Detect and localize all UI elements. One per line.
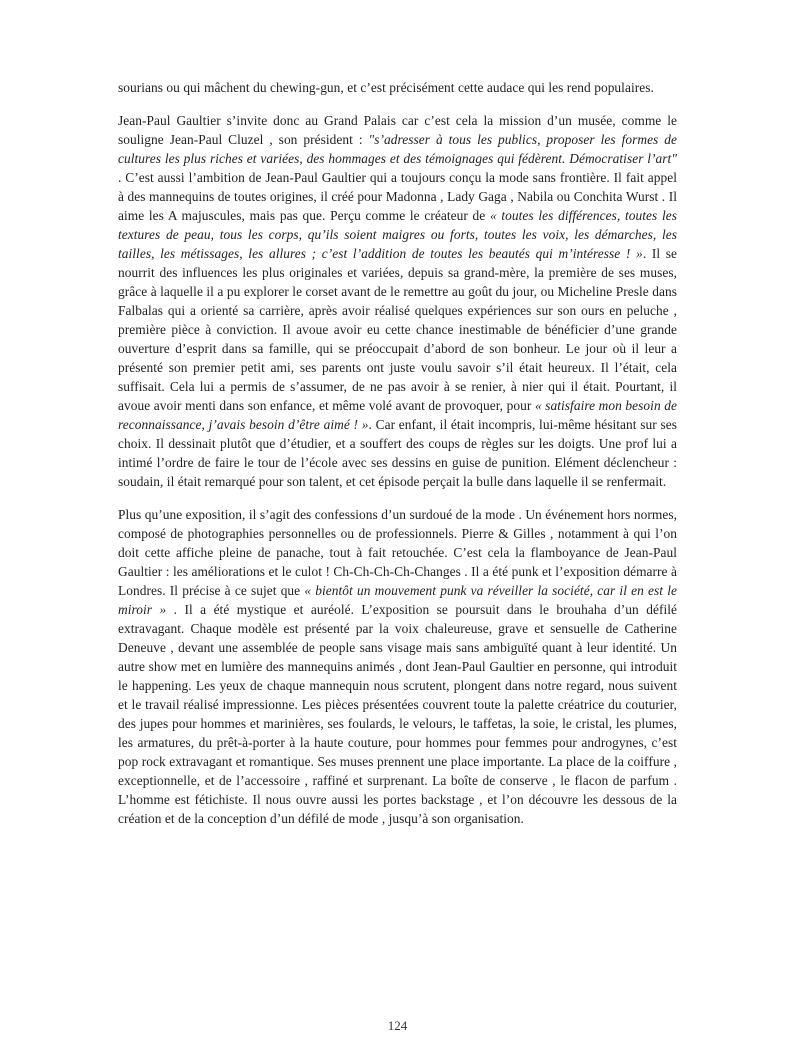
- paragraph-2-quote-cluzel: "s’adresser à tous les publics, proposer les formes de cultures les plus riches et variées, des hommages et des témoignages qui fédèrent. Démocratiser l’art": [118, 132, 677, 166]
- paragraph-2: [118, 111, 677, 491]
- document-page: [118, 78, 677, 842]
- paragraph-3-quote-punk: « bientôt un mouvement punk va réveiller la société, car il en est le miroir »: [118, 583, 677, 617]
- paragraph-2-text-c: . Il se nourrit des influences les plus originales et variées, depuis sa grand-mère, la première de ses muses, grâce à laquelle il a pu explorer le corset avant de le remettre au goût du jour, ou Micheline Presle dans Falbalas qui a orienté sa carrière, après avoir réalisé quelques expériences sur son ours en peluche , première pièce à conviction. Il avoue avoir eu cette chance inestimable de bénéficier d’une grande ouverture d’esprit dans sa famille, qui se préoccupait d’abord de son bonheur. Le jour où il leur a présenté son premier petit ami, ses parents ont juste voulu savoir s’il était heureux. Il l’était, cela suffisait. Cela lui a permis de s’assumer, de ne pas avoir à se renier, à nier qui il était. Pourtant, il avoue avoir menti dans son enfance, et même volé avant de provoquer, pour: [118, 246, 677, 413]
- paragraph-2-quote-reconnaissance: « satisfaire mon besoin de reconnaissance, j’avais besoin d’être aimé ! »: [118, 398, 677, 432]
- paragraph-3-text-a: Plus qu’une exposition, il s’agit des confessions d’un surdoué de la mode . Un événement hors normes, composé de photographies personnelles ou de professionnels. Pierre & Gilles , notamment à qui l’on doit cette affiche pleine de panache, tout à fait retouchée. C’est cela la flamboyance de Jean-Paul Gaultier : les améliorations et le culot ! Ch-Ch-Ch-Ch-Changes . Il a été punk et l’exposition démarre à Londres. Il précise à ce sujet que: [118, 507, 677, 598]
- paragraph-2-quote-differences: « toutes les différences, toutes les textures de peau, tous les corps, qu’ils soient maigres ou forts, toutes les voix, les démarches, les tailles, les métissages, les allures ; c’est l’addition de toutes les beautés qui m’intéresse ! »: [118, 208, 677, 261]
- page-number: 124: [387, 1018, 408, 1033]
- paragraph-2-text-b: . C’est aussi l’ambition de Jean-Paul Gaultier qui a toujours conçu la mode sans frontière. Il fait appel à des mannequins de toutes origines, il créé pour Madonna , Lady Gaga , Nabila ou Conchita Wurst . Il aime les A majuscules, mais pas que. Perçu comme le créateur de: [118, 170, 677, 223]
- paragraph-2-text-d: . Car enfant, il était incompris, lui-même hésitant sur ses choix. Il dessinait plutôt que d’étudier, et a souffert des coups de règles sur les doigts. Une prof lui a intimé l’ordre de faire le tour de l’école avec ses dessins en guise de punition. Elément déclencheur : soudain, il était remarqué pour son talent, et cet épisode perçait la bulle dans laquelle il se renfermait.: [118, 417, 677, 489]
- paragraph-1: [118, 78, 677, 97]
- paragraph-1-text: sourians ou qui mâchent du chewing-gun, et c’est précisément cette audace qui les rend populaires.: [118, 80, 654, 95]
- paragraph-3: [118, 505, 677, 828]
- paragraph-2-text-a: Jean-Paul Gaultier s’invite donc au Grand Palais car c’est cela la mission d’un musée, comme le souligne Jean-Paul Cluzel , son président :: [118, 113, 677, 147]
- paragraph-3-text-b: . Il a été mystique et auréolé. L’exposition se poursuit dans le brouhaha d’un défilé extravagant. Chaque modèle est présenté par la voix chaleureuse, grave et sensuelle de Catherine Deneuve , devant une assemblée de people sans visage mais sans ambiguïté quant à leur identité. Un autre show met en lumière des mannequins animés , dont Jean-Paul Gaultier en personne, qui introduit le happening. Les yeux de chaque mannequin nous scrutent, plongent dans notre regard, nous suivent et le travail réalisé impressionne. Les pièces présentées couvrent toute la palette créatrice du couturier, des jupes pour hommes et marinières, ses foulards, le velours, le taffetas, la soie, le cristal, les plumes, les armatures, du prêt-à-porter à la haute couture, pour hommes pour femmes pour androgynes, c’est pop rock extravagant et romantique. Ses muses prennent une place importante. La place de la coiffure , exceptionnelle, et de l’accessoire , raffiné et surprenant. La boîte de conserve , le flacon de parfum . L’homme est fétichiste. Il nous ouvre aussi les portes backstage , et l’on découvre les dessous de la création et de la conception d’un défilé de mode , jusqu’à son organisation.: [118, 602, 677, 826]
